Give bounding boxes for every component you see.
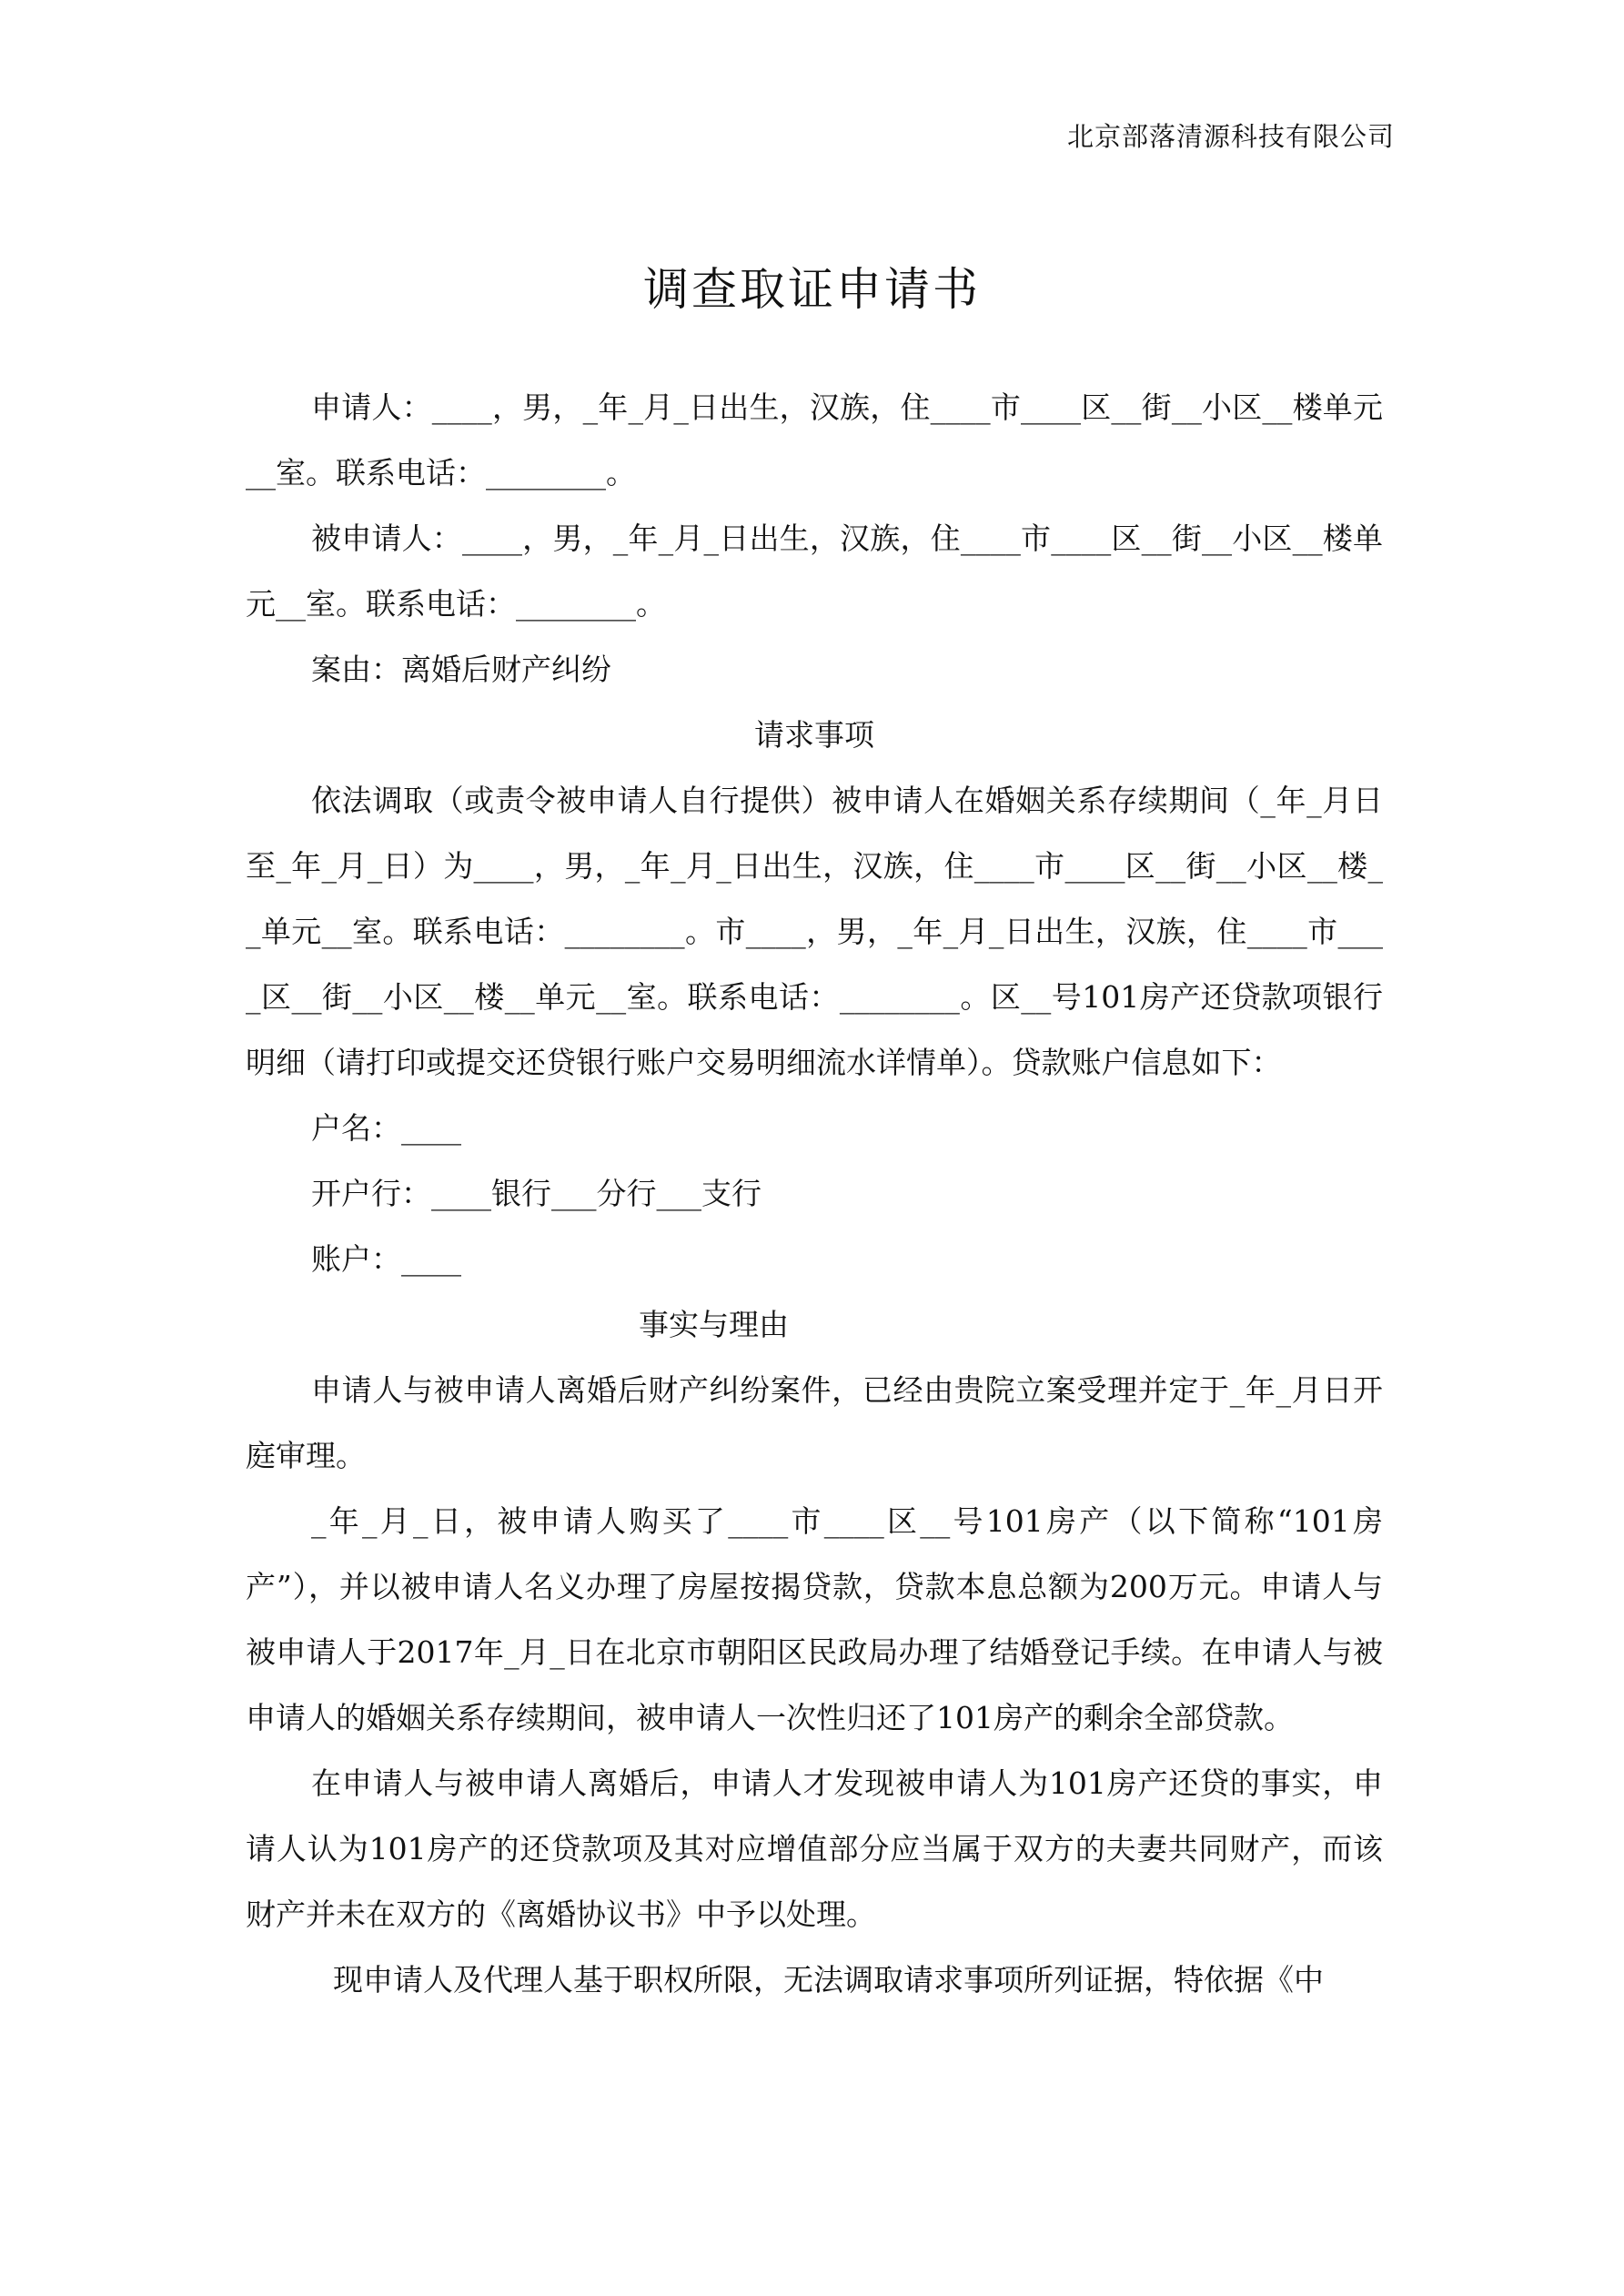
facts-paragraph: _年_月_日，被申请人购买了____市____区__号101房产（以下简称“101房产”），并以被申请人名义办理了房屋按揭贷款，贷款本息总额为200万元。申请人与被申请人于2017年_月_日在北京市朝阳区民政局办理了结婚登记手续。在申请人与被申请人的婚姻关系存续期间，被申请人一次性归还了101房产的剩余全部贷款。 xyxy=(246,1503,1383,1735)
document-title: 调查取证申请书 xyxy=(643,263,981,316)
facts-paragraph: 申请人与被申请人离婚后财产纠纷案件，已经由贵院立案受理并定于_年_月日开庭审理。 xyxy=(246,1372,1383,1473)
facts-paragraph: 在申请人与被申请人离婚后，申请人才发现被申请人为101房产还贷的事实，申请人认为101房产的还贷款项及其对应增值部分应当属于双方的夫妻共同财产，而该财产并未在双方的《离婚协议书》中予以处理。 xyxy=(246,1765,1383,1932)
company-header: 北京部落清源科技有限公司 xyxy=(1066,121,1395,152)
respondent-paragraph: 被申请人：____，男，_年_月_日出生，汉族，住____市____区__街__小区__楼单元__室。联系电话：________。 xyxy=(246,521,1383,622)
requests-paragraph: 依法调取（或责令被申请人自行提供）被申请人在婚姻关系存续期间（_年_月日至_年_月_日）为____，男，_年_月_日出生，汉族，住____市____区__街__小区__楼__单元__室。联系电话：________。市____，男，_年_月_日出生，汉族，住____市____区__街__小区__楼__单元__室。联系电话：________。区__号101房产还贷款项银行明细（请打印或提交还贷银行账户交易明细流水详情单）。贷款账户信息如下： xyxy=(246,783,1384,1080)
facts-heading: 事实与理由 xyxy=(639,1307,789,1342)
account-name-field: 户名：____ xyxy=(311,1110,461,1146)
requests-heading: 请求事项 xyxy=(754,717,874,753)
facts-paragraph: 现申请人及代理人基于职权所限，无法调取请求事项所列证据，特依据《中 xyxy=(333,1962,1324,1998)
bank-field: 开户行：____银行___分行___支行 xyxy=(311,1176,762,1211)
document-body xyxy=(246,375,1383,2013)
case-cause: 案由：离婚后财产纠纷 xyxy=(311,652,611,687)
applicant-paragraph: 申请人：____，男，_年_月_日出生，汉族，住____市____区__街__小区__楼单元__室。联系电话：________。 xyxy=(246,389,1383,491)
account-number-field: 账户：____ xyxy=(311,1241,461,1277)
